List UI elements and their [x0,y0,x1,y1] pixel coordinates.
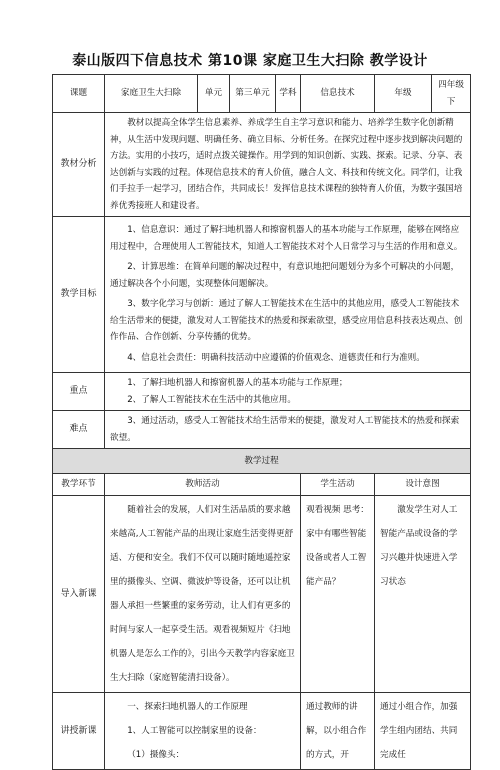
difficult-row [53,411,471,449]
stage-intro: 导入新课 [53,495,105,692]
difficult-text: 3、通过活动，感受人工智能技术给生活带来的便捷，激发对人工智能技术的热爱和探索欲望。 [110,416,460,443]
key-points-label: 重点 [53,373,105,411]
col-teacher: 教师活动 [105,474,301,496]
process-header-row [53,449,471,474]
goals-row [53,217,471,373]
key-point-item: 2、了解人工智能技术在生活中的其他应用。 [127,394,296,405]
header-row [53,75,471,113]
analysis-row [53,113,471,217]
unit-label: 单元 [198,75,230,113]
process-row-intro [53,495,471,692]
grade-value: 四年级下 [432,75,471,113]
teacher-line: 一、探索扫地机器人的工作原理 [127,701,248,712]
goal-item: 4、信息社会责任：明确科技活动中应遵循的价值观念、道德责任和行为准则。 [127,352,425,363]
difficult-label: 难点 [53,411,105,449]
process-header: 教学过程 [53,449,471,474]
subject-value: 信息技术 [301,75,375,113]
student-activity-new: 通过教师的讲解，以小组合作的方式，开 [306,701,367,760]
goals-label: 教学目标 [53,217,105,373]
process-row-new [53,692,471,769]
process-columns-row [53,474,471,496]
design-intent-new: 通过小组合作，加强学生组内团结、共同完成任 [380,701,458,760]
stage-new: 讲授新课 [53,692,105,769]
goal-item: 3、数字化学习与创新：通过了解人工智能技术在生活中的其他应用，感受人工智能技术给生活带来的便捷，激发对人工智能技术的热爱和探索欲望，感受应用信息科技表达观点、创作作品、合作创新、分享传播的优势。 [110,299,463,342]
teacher-line: （1）摄像头： [127,749,185,760]
analysis-text: 教材以提高全体学生信息素养、养成学生自主学习意识和能力、培养学生数字化创新精神，从生活中发现问题、明确任务、确立目标、分析任务。在探究过程中逐步找到解决问题的方法。实用的小技巧，适时点拨关键操作。用学到的知识创新、实践、探索。记录、分享、表达创新与实践的过程。体现信息技术的育人价值，融合人文、科技和传统文化。同学们，让我们手拉手一起学习，团结合作，共同成长！发挥信息技术课程的独特育人价值，为数字强国培养优秀接班人和建设者。 [110,118,463,211]
col-student: 学生活动 [301,474,375,496]
design-intent-intro: 激发学生对人工智能产品或设备的学习兴趣并快速进入学习状态 [380,504,458,587]
topic-label: 课题 [53,75,105,113]
unit-value: 第三单元 [230,75,276,113]
analysis-label: 教材分析 [53,113,105,217]
teacher-activity-intro: 随着社会的发展，人们对生活品质的要求越来越高,人工智能产品的出现让家庭生活变得更舒适、方便和安全。我们不仅可以随时随地遥控家里的摄像头、空调、微波炉等设备，还可以让机器人承担一些繁重的家务劳动，让人们有更多的时间与家人一起享受生活。观看视频短片《扫地机器人是怎么工作的》，引出今天教学内容家庭卫生大扫除（家庭智能清扫设备）。 [110,504,295,683]
page-title: 泰山版四下信息技术 第10课 家庭卫生大扫除 教学设计 [72,53,428,69]
subject-label: 学科 [276,75,301,113]
student-activity-intro: 观看视频 思考：家中有哪些智能设备或者人工智能产品？ [306,504,369,587]
topic-value: 家庭卫生大扫除 [105,75,198,113]
key-points-row [53,373,471,411]
goal-item: 1、信息意识：通过了解扫地机器人和擦窗机器人的基本功能与工作原理，能够在网络应用过程中，合理使用人工智能技术，知道人工智能技术对个人日常学习与生活的作用和意义。 [110,225,463,252]
lesson-plan-table [52,74,471,770]
key-point-item: 1、了解扫地机器人和擦窗机器人的基本功能与工作原理； [127,378,348,388]
col-stage: 教学环节 [53,474,105,496]
goal-item: 2、计算思维：在简单问题的解决过程中，有意识地把问题划分为多个可解决的小问题，通过解决各个小问题，实现整体问题解决。 [110,262,460,289]
teacher-line: 1、人工智能可以控制家里的设备： [127,725,262,736]
grade-label: 年级 [375,75,432,113]
col-intent: 设计意图 [375,474,471,496]
